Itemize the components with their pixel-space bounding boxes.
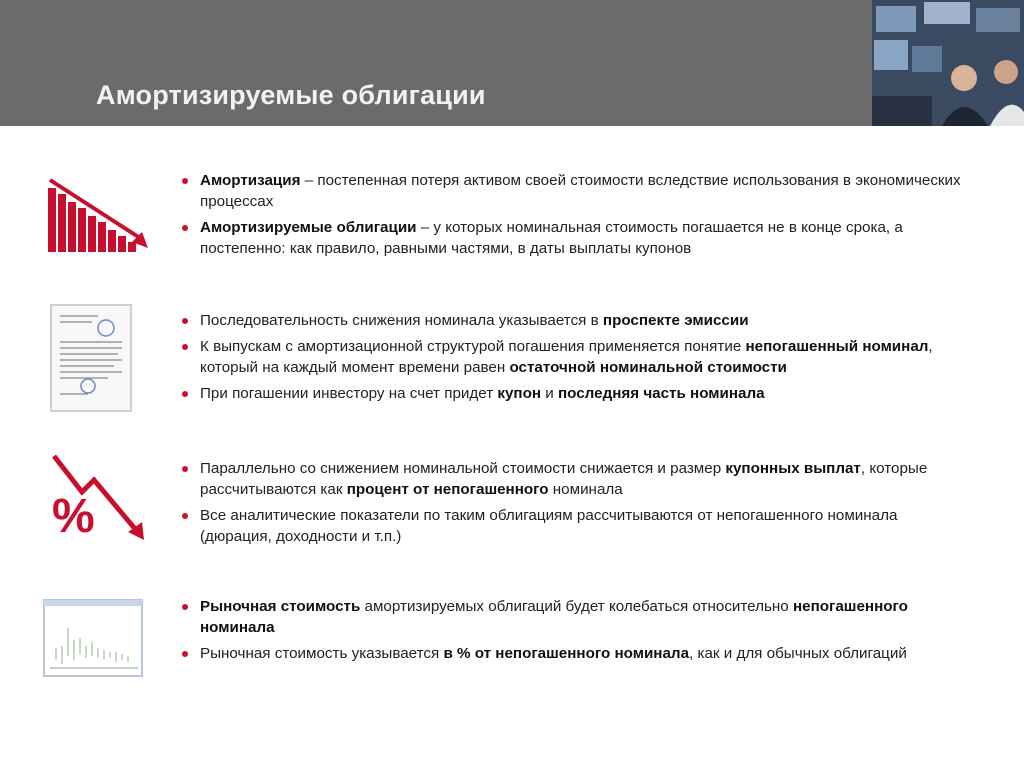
text-run: – постепенная потеря активом своей стоимости вследствие использования в экономических процессах: [200, 172, 961, 210]
bullet-list: [182, 458, 962, 552]
bold-text-run: Амортизируемые облигации: [200, 219, 417, 236]
svg-text:%: %: [52, 490, 95, 542]
text-run: Все аналитические показатели по таким облигациям рассчитываются от непогашенного номинала (дюрация, доходности и т.п.): [200, 507, 898, 545]
text-run: номинала: [548, 481, 623, 498]
declining-bar-chart-icon: [44, 176, 154, 261]
bullet-item: [182, 505, 962, 547]
bold-text-run: купонных выплат: [725, 460, 861, 477]
text-run: амортизируемых облигаций будет колебаться относительно: [360, 598, 793, 615]
bullet-item: [182, 217, 962, 259]
bold-text-run: купон: [497, 385, 542, 402]
bullet-item: [182, 336, 962, 378]
text-run: , который на каждый момент времени равен: [200, 338, 933, 376]
bullet-item: [182, 170, 962, 212]
bold-text-run: проспекте эмиссии: [602, 312, 749, 329]
text-run: Рыночная стоимость указывается: [200, 645, 444, 662]
text-run: К выпускам с амортизационной структурой погашения применяется понятие: [200, 338, 746, 355]
text-run: Последовательность снижения номинала указывается в: [200, 312, 603, 329]
bold-text-run: Амортизация: [200, 172, 301, 189]
bold-text-run: остаточной номинальной стоимости: [509, 359, 787, 376]
percent-falling-arrow-icon: [48, 452, 148, 547]
slide-header: [0, 0, 1024, 126]
bullet-item: [182, 596, 962, 638]
bullet-item: [182, 383, 962, 404]
text-run: , которые рассчитываются как: [200, 460, 928, 498]
trading-floor-photo: [872, 0, 1024, 126]
bullet-item: [182, 458, 962, 500]
text-run: и: [541, 385, 558, 402]
text-run: При погашении инвестору на счет придет: [200, 385, 498, 402]
bullet-list: [182, 170, 962, 264]
text-run: Параллельно со снижением номинальной стоимости снижается и размер: [200, 460, 726, 477]
market-price-chart-icon: [42, 598, 144, 683]
bullet-item: [182, 643, 962, 664]
text-run: , как и для обычных облигаций: [689, 645, 907, 662]
bold-text-run: последняя часть номинала: [557, 385, 765, 402]
bold-text-run: Рыночная стоимость: [200, 598, 361, 615]
bullet-list: [182, 596, 962, 669]
text-run: – у которых номинальная стоимость погашается не в конце срока, а постепенно: как правило, равными частями, в даты выплаты купонов: [200, 219, 903, 257]
bullet-item: [182, 310, 962, 331]
bold-text-run: непогашенного номинала: [200, 598, 908, 636]
bold-text-run: процент от непогашенного: [346, 481, 549, 498]
bold-text-run: в % от непогашенного номинала: [443, 645, 690, 662]
bullet-list: [182, 310, 962, 409]
bold-text-run: непогашенный номинал: [745, 338, 929, 355]
document-prospectus-icon: [48, 302, 134, 419]
slide-title: Амортизируемые облигации: [96, 80, 486, 110]
